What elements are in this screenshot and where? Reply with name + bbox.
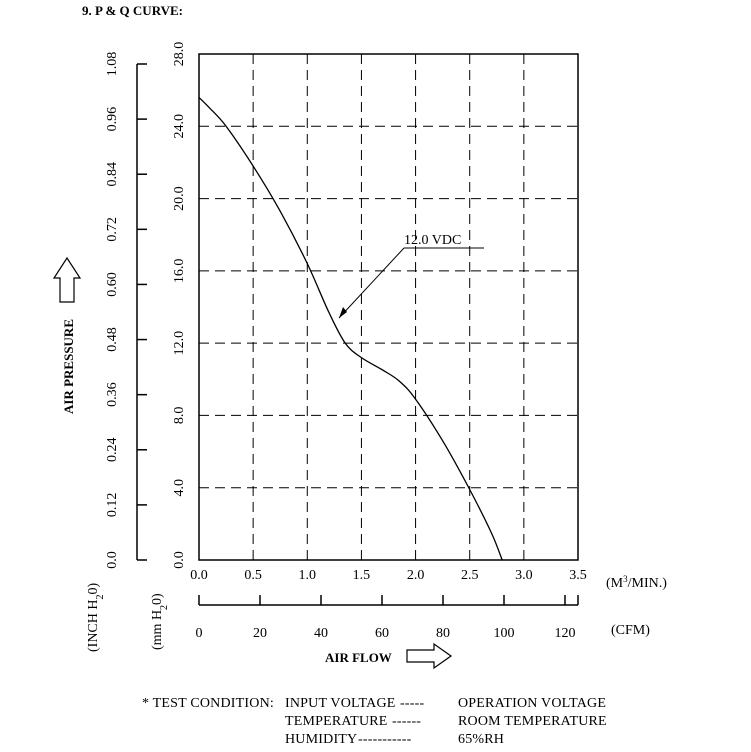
condition-value-room-temperature: ROOM TEMPERATURE [458, 714, 607, 729]
air-flow-arrow-icon [407, 644, 451, 668]
air-pressure-arrow-icon [54, 258, 80, 302]
series-line-12vdc [199, 97, 502, 560]
condition-dash: ------ [392, 714, 422, 729]
cfm-tick-label: 40 [314, 626, 328, 641]
x-tick-label: 0.5 [244, 568, 262, 583]
condition-dash: ----------- [358, 732, 412, 747]
series-label: 12.0 VDC [404, 233, 462, 248]
condition-dash: ----- [400, 696, 425, 711]
y-mm-tick-label: 16.0 [172, 258, 187, 284]
y-inch-tick-label: 0.72 [105, 217, 120, 242]
curve-layer [199, 97, 502, 560]
x-tick-label: 1.0 [298, 568, 317, 583]
x-tick-label: 3.5 [569, 568, 587, 583]
y-mm-tick-label: 12.0 [172, 330, 187, 356]
cfm-tick-label: 120 [554, 626, 576, 641]
y-inch-tick-label: 0.60 [105, 272, 120, 297]
x-unit-label: $(M^3/MIN.)$ [606, 574, 667, 591]
cfm-unit-label: (CFM) [611, 623, 650, 638]
condition-item-humidity: HUMIDITY [285, 732, 358, 747]
y-inch-tick-label: 0.0 [105, 551, 120, 569]
y-mm-tick-label: 20.0 [172, 186, 187, 211]
y-axis-title: AIR PRESSURE [61, 319, 76, 414]
condition-item-temperature: TEMPERATURE [285, 714, 388, 729]
x-tick-label: 2.0 [406, 568, 425, 583]
series-leader-arrowhead [339, 307, 347, 318]
x-tick-label: 0.0 [190, 568, 208, 583]
x-ticks [190, 568, 587, 583]
cfm-tick-label: 100 [493, 626, 515, 641]
y-mm-tick-label: 8.0 [172, 406, 187, 425]
y-inch-unit-label: (INCH $H_20$) [86, 582, 106, 652]
y-mm-tick-label: 28.0 [172, 41, 187, 67]
y-inch-tick-label: 0.24 [105, 437, 120, 463]
y-mm-ticks [172, 42, 187, 569]
y-mm-tick-label: 24.0 [172, 114, 187, 139]
cfm-tick-label: 20 [253, 626, 267, 641]
cfm-ticks [196, 595, 579, 641]
condition-value-operation-voltage: OPERATION VOLTAGE [458, 696, 607, 711]
section-title: 9. P & Q CURVE: [82, 3, 184, 18]
x-tick-label: 2.5 [460, 568, 479, 583]
y-inch-tick-label: 0.36 [105, 382, 120, 407]
cfm-tick-label: 60 [375, 626, 389, 641]
grid [199, 54, 578, 560]
y-inch-tick-label: 1.08 [105, 51, 120, 77]
y-inch-tick-label: 0.12 [105, 492, 120, 518]
cfm-tick-label: 0 [195, 626, 203, 641]
y-inch-tick-label: 0.84 [105, 161, 120, 187]
y-mm-unit-label: (mm $H_20$) [150, 593, 170, 650]
y-mm-tick-label: 0.0 [172, 551, 187, 569]
x-tick-label: 3.0 [515, 568, 533, 583]
y-inch-ticks [105, 52, 147, 569]
plot-frame [199, 54, 578, 560]
y-inch-tick-label: 0.48 [105, 327, 120, 352]
y-inch-tick-label: 0.96 [105, 106, 120, 132]
condition-item-input-voltage: INPUT VOLTAGE [285, 696, 396, 711]
x-axis-title: AIR FLOW [325, 650, 392, 665]
condition-value-humidity: 65%RH [458, 732, 505, 747]
x-tick-label: 1.5 [352, 568, 371, 583]
test-condition-label: * TEST CONDITION: [142, 696, 274, 711]
cfm-tick-label: 80 [436, 626, 450, 641]
series-leader-line [339, 248, 404, 318]
y-mm-tick-label: 4.0 [172, 478, 187, 497]
